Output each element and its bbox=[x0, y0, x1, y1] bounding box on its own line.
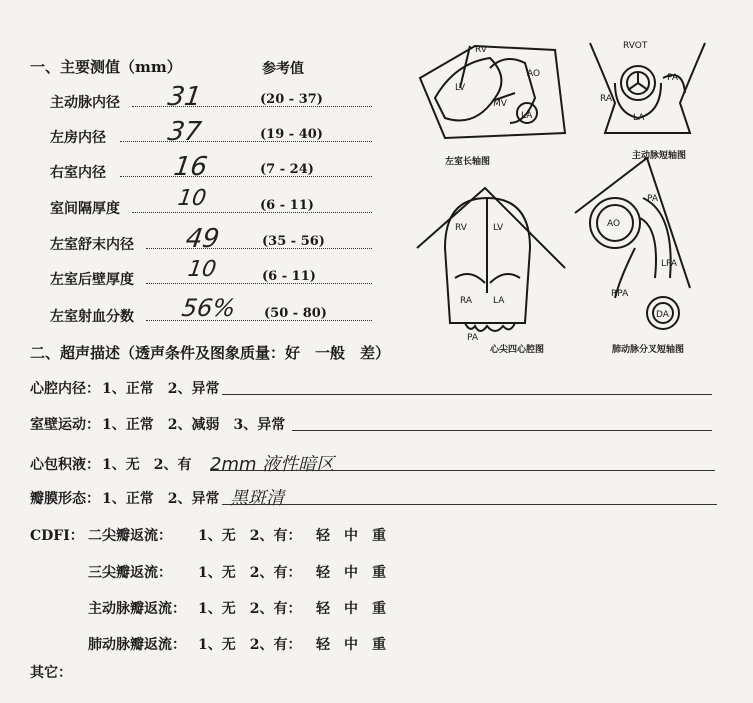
cdfi-row bbox=[88, 562, 418, 582]
cdfi-options: 1、无 2、有： bbox=[198, 601, 302, 617]
label-la-3: LA bbox=[493, 296, 505, 306]
label-ao-2: AO bbox=[607, 219, 621, 229]
description-line bbox=[30, 378, 720, 398]
measurement-value: 49 bbox=[183, 224, 222, 254]
label-pa-2: PA bbox=[467, 333, 479, 343]
diagram-long-axis bbox=[420, 46, 565, 138]
measurement-label: 主动脉内径 bbox=[50, 95, 120, 111]
measurement-row bbox=[50, 257, 380, 288]
measurement-value: 10 bbox=[176, 186, 208, 211]
measurement-ref: (19 - 40) bbox=[260, 127, 323, 142]
cdfi-label: 肺动脉瓣返流： bbox=[88, 637, 186, 653]
measurement-ref: (6 - 11) bbox=[260, 198, 314, 213]
measurement-label: 左室后壁厚度 bbox=[50, 272, 134, 288]
label-rvot: RVOT bbox=[623, 41, 648, 51]
diagram-caption: 肺动脉分叉短轴图 bbox=[612, 345, 685, 355]
measurement-ref: (7 - 24) bbox=[260, 162, 314, 177]
measurement-label: 左室射血分数 bbox=[50, 309, 134, 325]
cdfi-grades: 轻 中 重 bbox=[316, 528, 386, 544]
measurement-ref: (6 - 11) bbox=[262, 269, 316, 284]
measurement-value: 31 bbox=[165, 82, 204, 112]
handwritten-note: 黑斑清 bbox=[230, 488, 284, 509]
measurement-label: 左房内径 bbox=[50, 130, 106, 146]
diagram-caption: 主动脉短轴图 bbox=[632, 151, 687, 161]
description-options: 1、无 2、有 bbox=[102, 457, 192, 473]
measurement-row bbox=[50, 224, 380, 254]
measurement-row bbox=[50, 82, 380, 112]
measurement-ref: (50 - 80) bbox=[264, 306, 327, 321]
cdfi-grades: 轻 中 重 bbox=[316, 637, 386, 653]
label-pa: PA bbox=[667, 73, 679, 83]
description-label: 瓣膜形态： bbox=[30, 491, 100, 507]
measurement-row bbox=[50, 152, 380, 182]
other-label: 其它： bbox=[30, 665, 72, 681]
reference-header: 参考值 bbox=[262, 61, 304, 77]
description-line bbox=[30, 452, 720, 476]
handwritten-note: 2mm 液性暗区 bbox=[210, 454, 335, 475]
description-options: 1、正常 2、异常 bbox=[102, 381, 220, 397]
label-lv: LV bbox=[455, 83, 466, 93]
section2-title: 二、超声描述（透声条件及图象质量：好 一般 差） bbox=[30, 344, 391, 362]
label-rpa: RPA bbox=[611, 289, 629, 299]
cdfi-label: 主动脉瓣返流： bbox=[88, 601, 186, 617]
label-lpa: LPA bbox=[661, 259, 678, 269]
measurement-value: 56% bbox=[180, 294, 238, 322]
cdfi-label: 三尖瓣返流： bbox=[88, 565, 172, 581]
description-options: 1、正常 2、异常 bbox=[102, 491, 220, 507]
label-ao: AO bbox=[527, 69, 541, 79]
measurement-value: 10 bbox=[186, 257, 218, 282]
cdfi-row bbox=[88, 598, 418, 618]
description-line bbox=[30, 414, 720, 434]
diagram-caption: 左室长轴图 bbox=[445, 157, 491, 167]
cdfi-title: CDFI： bbox=[30, 528, 84, 544]
label-ra: RA bbox=[600, 94, 613, 104]
diagram-four-chamber bbox=[417, 188, 565, 331]
heart-diagrams bbox=[415, 38, 725, 358]
diagram-aortic-short-axis bbox=[590, 43, 705, 133]
label-pa-3: PA bbox=[647, 194, 659, 204]
measurement-label: 右室内径 bbox=[50, 165, 106, 181]
cdfi-options: 1、无 2、有： bbox=[198, 565, 302, 581]
diagram-pulmonary-bifurcation bbox=[575, 158, 690, 329]
cdfi-row bbox=[88, 634, 418, 654]
label-la: LA bbox=[521, 111, 533, 121]
label-mv: MV bbox=[493, 99, 507, 109]
measurement-row bbox=[50, 186, 380, 217]
section1-title: 一、主要测值（mm） bbox=[30, 58, 182, 76]
measurement-ref: (20 - 37) bbox=[260, 92, 323, 107]
label-ra-2: RA bbox=[460, 296, 473, 306]
cdfi-grades: 轻 中 重 bbox=[316, 565, 386, 581]
measurement-label: 室间隔厚度 bbox=[50, 201, 120, 217]
description-label: 心腔内径： bbox=[30, 381, 100, 397]
measurement-label: 左室舒末内径 bbox=[50, 237, 134, 253]
measurement-value: 37 bbox=[165, 117, 204, 147]
description-label: 室壁运动： bbox=[30, 417, 100, 433]
measurement-value: 16 bbox=[171, 152, 210, 182]
measurement-row bbox=[50, 294, 380, 325]
measurement-ref: (35 - 56) bbox=[262, 234, 325, 249]
diagram-caption: 心尖四心腔图 bbox=[490, 345, 545, 355]
label-la-2: LA bbox=[633, 113, 645, 123]
description-label: 心包积液： bbox=[30, 457, 100, 473]
label-lv-2: LV bbox=[493, 223, 504, 233]
cdfi-label: 二尖瓣返流： bbox=[88, 528, 172, 544]
cdfi-options: 1、无 2、有： bbox=[198, 528, 302, 544]
description-options: 1、正常 2、减弱 3、异常 bbox=[102, 417, 286, 433]
label-rv-2: RV bbox=[455, 223, 467, 233]
measurement-row bbox=[50, 117, 380, 147]
label-rv: RV bbox=[475, 45, 487, 55]
label-da: DA bbox=[656, 310, 669, 320]
description-line bbox=[30, 486, 720, 510]
cdfi-row bbox=[88, 525, 418, 545]
cdfi-grades: 轻 中 重 bbox=[316, 601, 386, 617]
cdfi-options: 1、无 2、有： bbox=[198, 637, 302, 653]
